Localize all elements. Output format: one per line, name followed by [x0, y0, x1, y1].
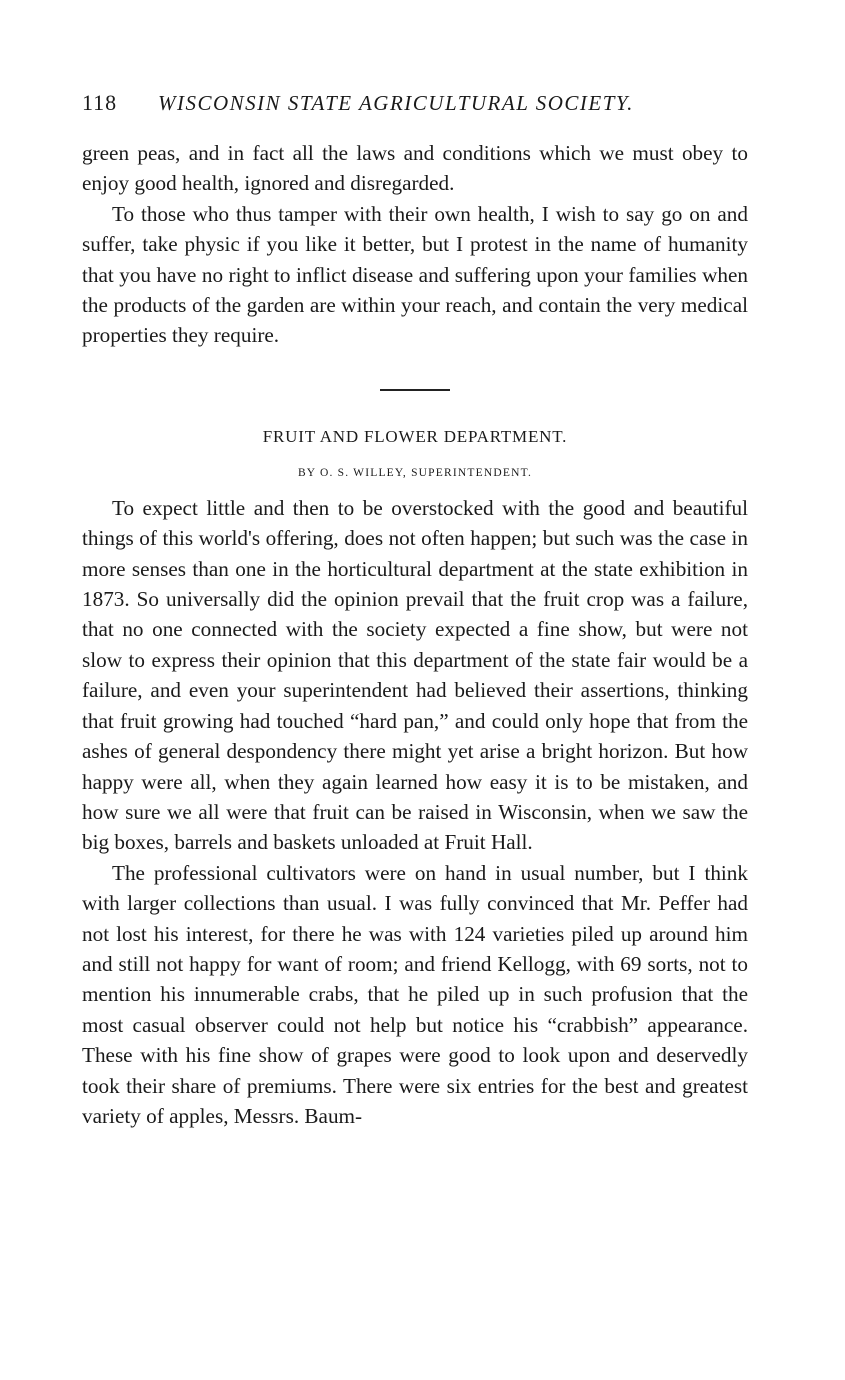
running-head: [82, 90, 748, 124]
intro-paragraph: green peas, and in fact all the laws and conditions which we must obey to enjoy good health, ignored and disregarded.: [82, 141, 748, 196]
section-byline: BY O. S. WILLEY, SUPERINTENDENT.: [297, 466, 533, 479]
section-paragraph: To expect little and then to be overstocked with the good and beautiful things of this world's offering, does not often happen; but such was the case in more senses than one in the horticultural department at the state exhibition in 1873. So universally did the opinion prevail that the fruit crop was a failure, that no one connected with the society expected a fine show, but were not slow to express their opinion that this department of the state fair would be a failure, and even your superintendent had believed their assertions, thinking that fruit growing had touched “hard pan,” and could only hope that from the ashes of general despondency there might yet arise a bright horizon. But how happy were all, when they again learned how easy it is to be mistaken, and how sure we all were that fruit can be raised in Wisconsin, when we saw the big boxes, barrels and baskets unloaded at Fruit Hall.: [82, 495, 748, 855]
journal-title: WISCONSIN STATE AGRICULTURAL SOCIETY.: [158, 91, 634, 115]
section-divider: [380, 389, 450, 391]
book-page: [82, 90, 748, 1131]
page-number: 118: [82, 90, 118, 115]
intro-paragraph: To those who thus tamper with their own health, I wish to say go on and suffer, take physic if you like it better, but I protest in the name of humanity that you have no right to inflict disease and suffering upon your families when the products of the garden are within your reach, and contain the very medical properties they require.: [82, 201, 748, 348]
section-title: FRUIT AND FLOWER DEPARTMENT.: [262, 426, 568, 446]
section-paragraph: The professional cultivators were on hand in usual number, but I think with larger collections than usual. I was fully convinced that Mr. Peffer had not lost his interest, for there he was with 124 varieties piled up around him and still not happy for want of room; and friend Kellogg, with 69 sorts, not to mention his innumerable crabs, that he piled up in such profusion that the most casual observer could not help but notice his “crabbish” appearance. These with his fine show of grapes were good to look upon and deservedly took their share of premiums. There were six entries for the best and greatest variety of apples, Messrs. Baum-: [82, 860, 748, 1128]
